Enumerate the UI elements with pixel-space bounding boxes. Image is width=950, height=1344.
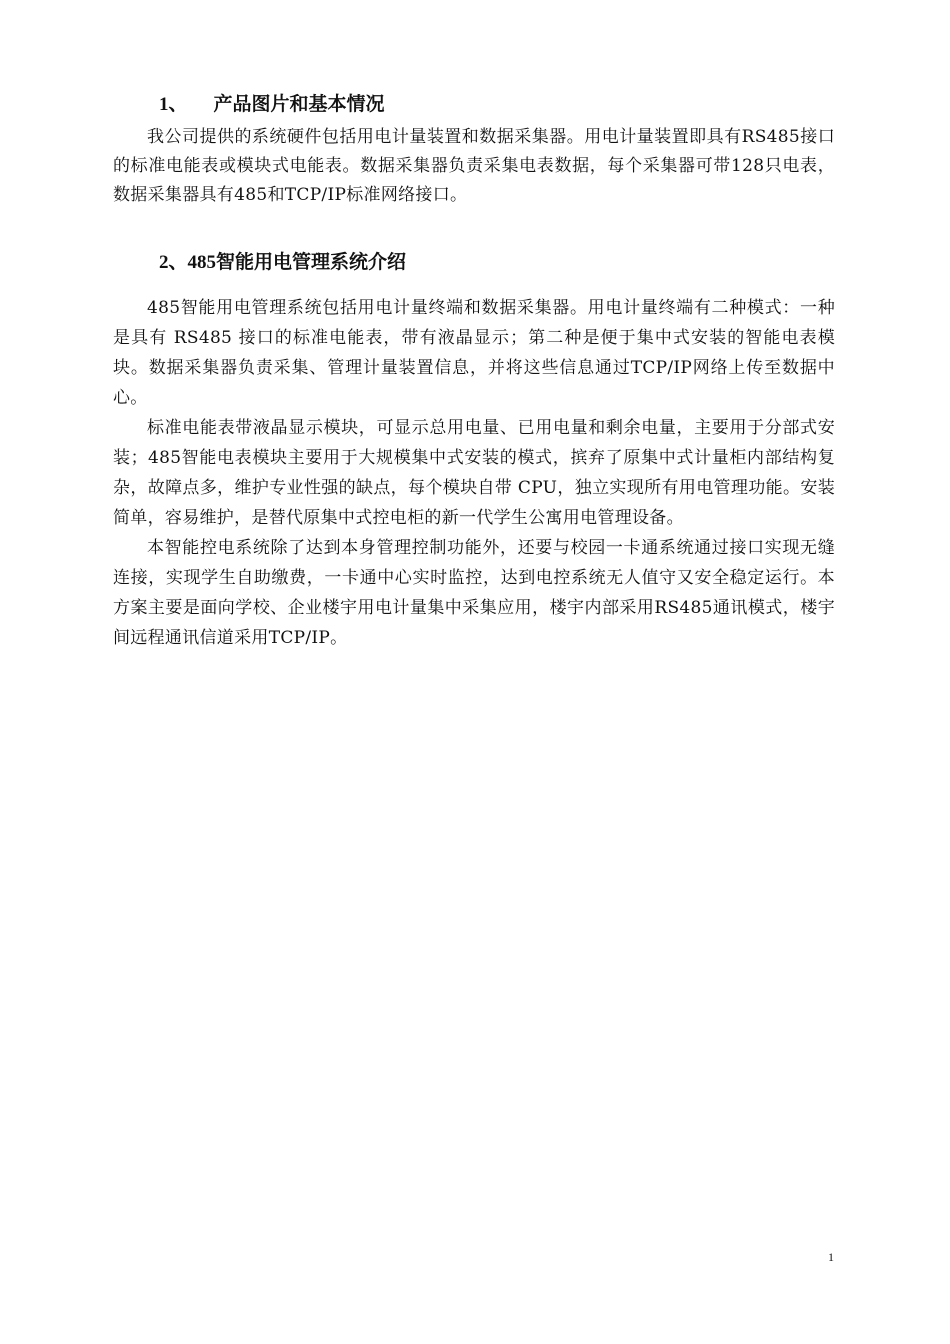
- section-1-title: 产品图片和基本情况: [213, 93, 385, 115]
- section-2-title: 智能用电管理系统介绍: [216, 251, 407, 273]
- section-1-number: 1、: [159, 94, 188, 115]
- section-2-paragraph-3: 本智能控电系统除了达到本身管理控制功能外，还要与校园一卡通系统通过接口实现无缝连接，实现学生自助缴费，一卡通中心实时监控，达到电控系统无人值守又安全稳定运行。本方案主要是面向学校、企业楼宇用电计量集中采集应用，楼宇内部采用RS485通讯模式，楼宇间远程通讯信道采用TCP/IP。: [113, 538, 835, 648]
- page-number: 1: [828, 1250, 834, 1264]
- section-2-paragraph-1: 485智能用电管理系统包括用电计量终端和数据采集器。用电计量终端有二种模式：一种是具有 RS485 接口的标准电能表，带有液晶显示；第二种是便于集中式安装的智能电表模块。数据采集器负责采集、管理计量装置信息，并将这些信息通过TCP/IP网络上传至数据中心。: [113, 298, 835, 408]
- section-2-title-number: 485: [187, 252, 217, 273]
- document-body: [113, 88, 835, 653]
- section-2-heading: [113, 246, 835, 279]
- section-2-paragraph-2: 标准电能表带液晶显示模块，可显示总用电量、已用电量和剩余电量，主要用于分部式安装；485智能电表模块主要用于大规模集中式安装的模式，摈弃了原集中式计量柜内部结构复杂，故障点多，维护专业性强的缺点，每个模块自带 CPU，独立实现所有用电管理功能。安装简单，容易维护，是替代原集中式控电柜的新一代学生公寓用电管理设备。: [113, 418, 835, 528]
- section-1-paragraph: 我公司提供的系统硬件包括用电计量装置和数据采集器。用电计量装置即具有RS485接口的标准电能表或模块式电能表。数据采集器负责采集电表数据，每个采集器可带128只电表，数据采集器具有485和TCP/IP标准网络接口。: [113, 127, 835, 205]
- section-1-heading: [113, 88, 835, 121]
- section-2-number: 2、: [159, 252, 188, 273]
